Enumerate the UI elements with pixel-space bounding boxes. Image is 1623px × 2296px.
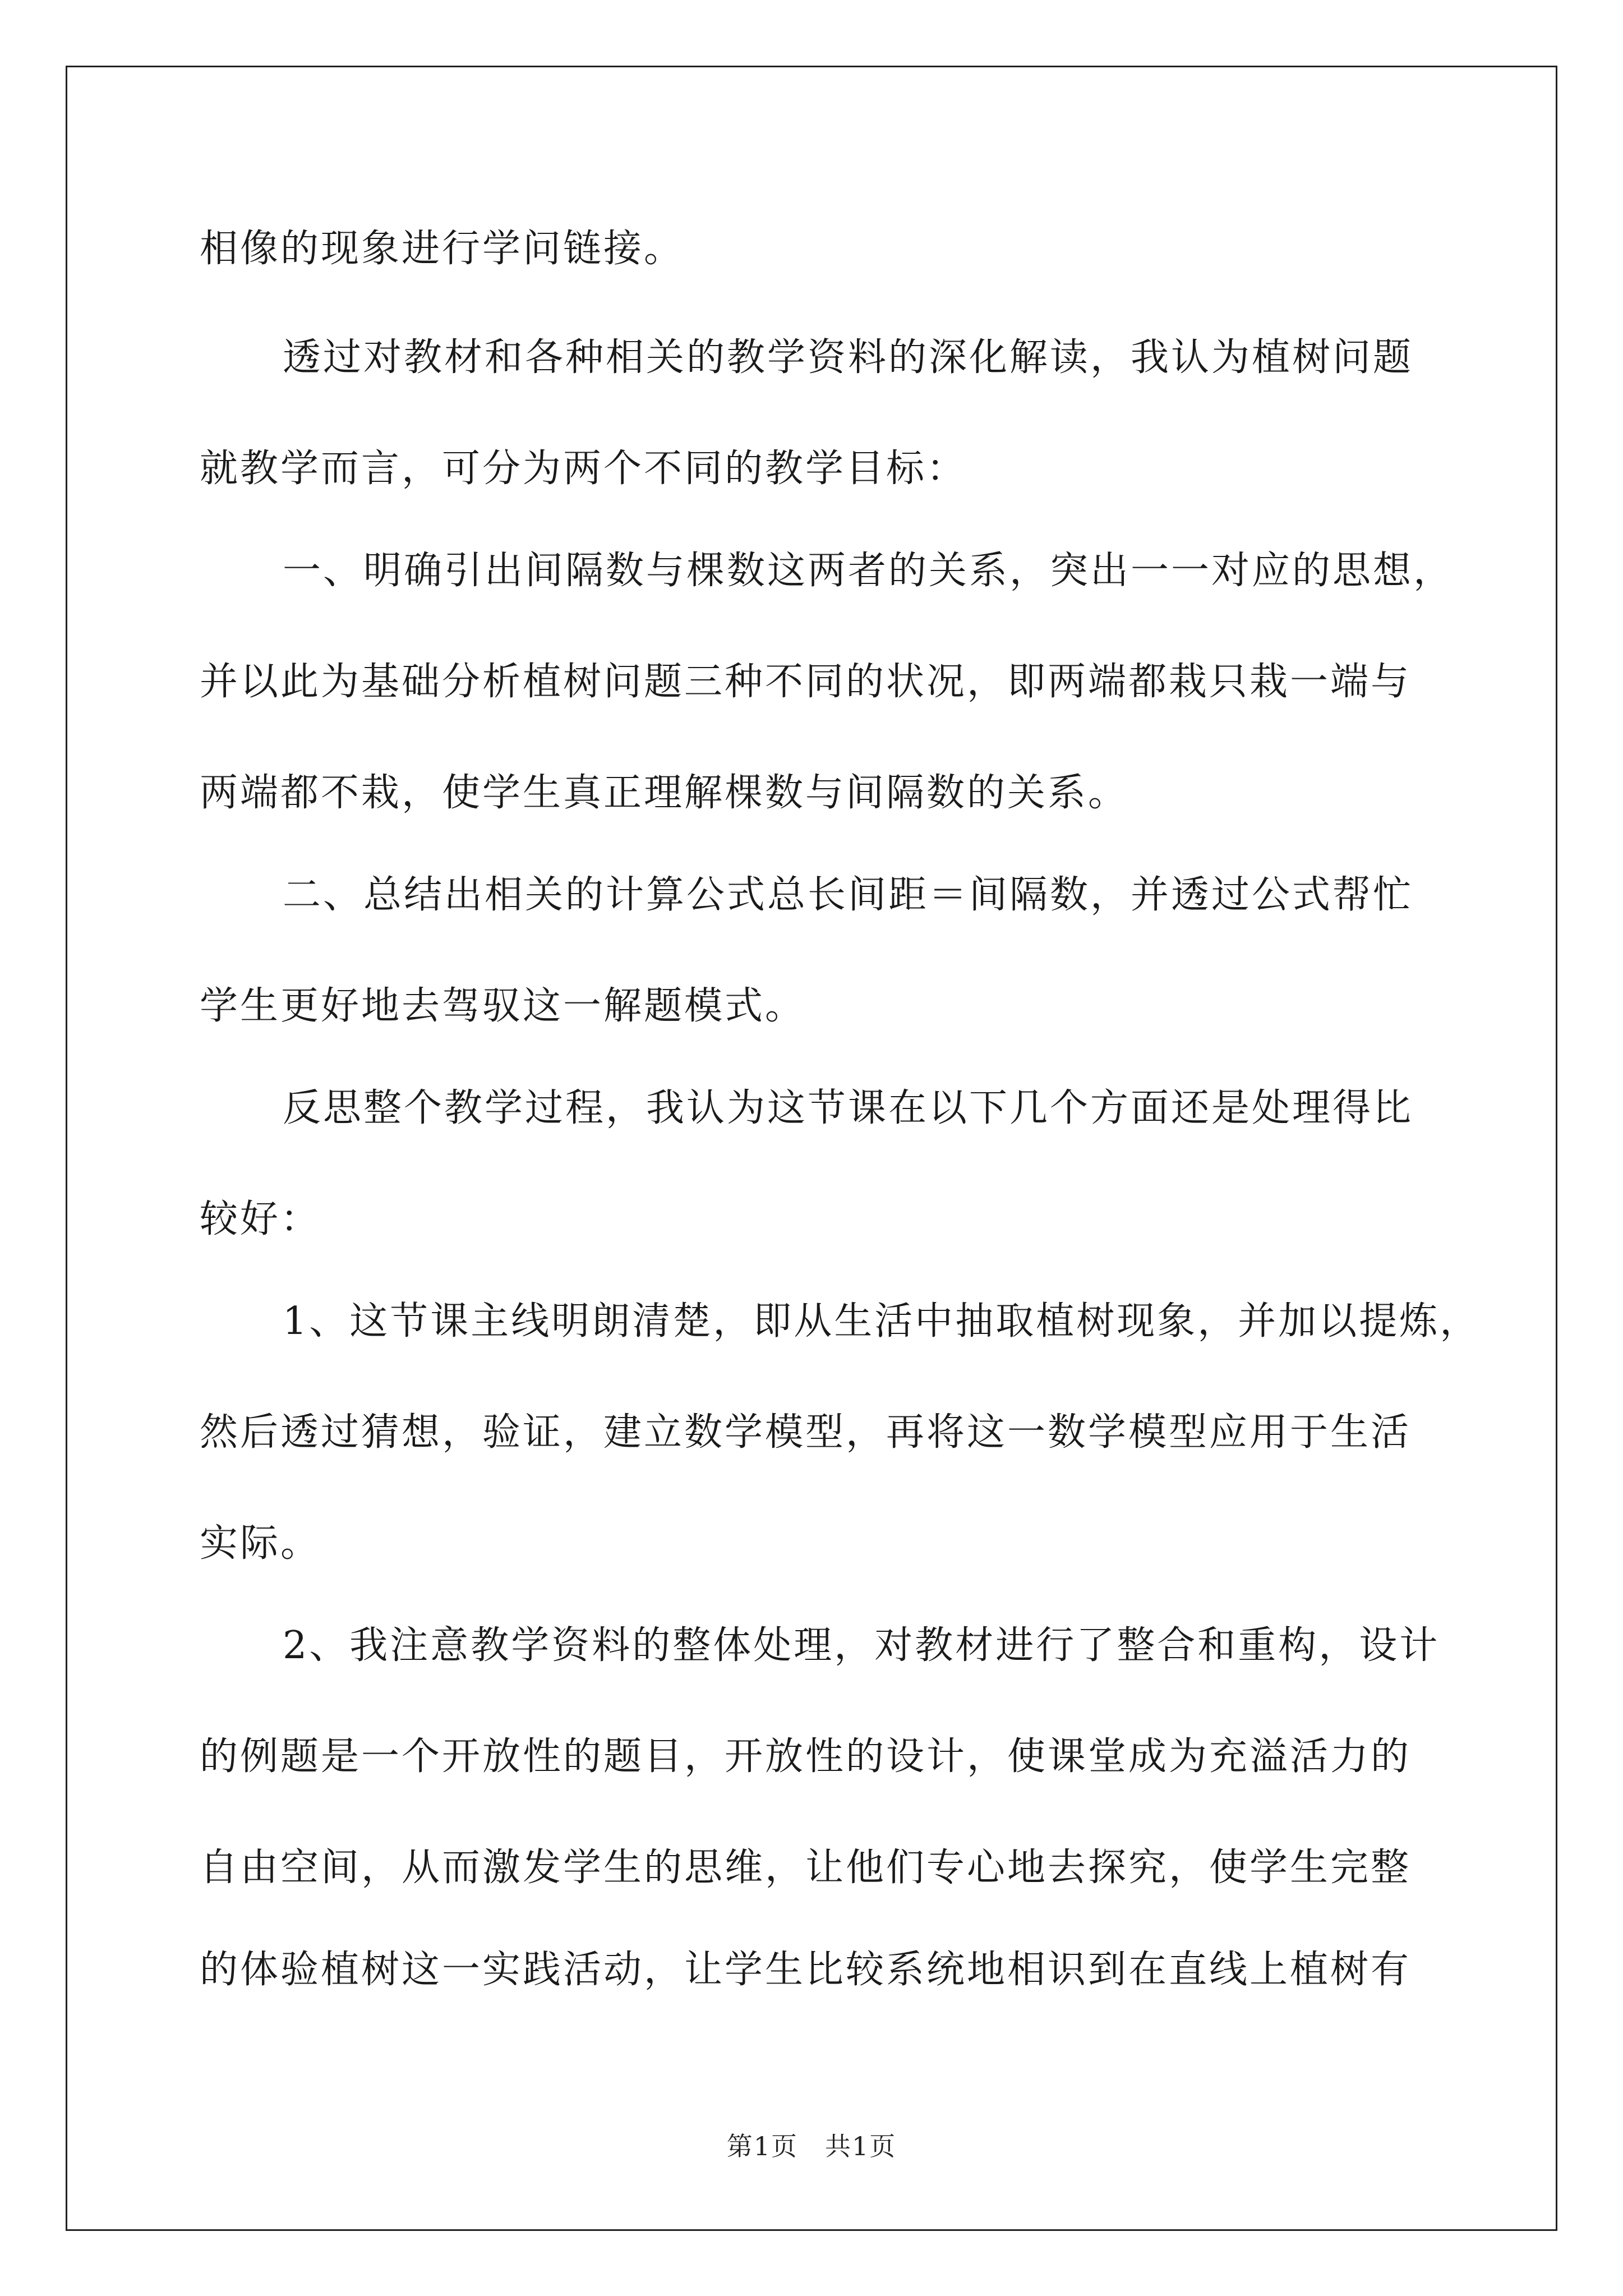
text-line: 的体验植树这一实践活动，让学生比较系统地相识到在直线上植树有: [200, 1948, 1412, 1992]
text-line: 然后透过猜想，验证，建立数学模型，再将这一数学模型应用于生活: [200, 1410, 1412, 1455]
text-line: 就教学而言，可分为两个不同的教学目标：: [200, 447, 967, 491]
text-line: 较好：: [200, 1197, 321, 1241]
page-number-footer: 第1页 共1页: [726, 2131, 897, 2161]
text-line: 学生更好地去驾驭这一解题模式。: [200, 984, 806, 1028]
text-line: 相像的现象进行学问链接。: [200, 227, 685, 271]
text-line: 两端都不栽，使学生真正理解棵数与间隔数的关系。: [200, 771, 1129, 815]
text-line: 自由空间，从而激发学生的思维，让他们专心地去探究，使学生完整: [200, 1846, 1412, 1890]
paragraph-start: 1、这节课主线明朗清楚，即从生活中抽取植树现象，并加以提炼，: [283, 1299, 1481, 1343]
paragraph-start: 2、我注意教学资料的整体处理，对教材进行了整合和重构，设计: [283, 1623, 1440, 1668]
text-line: 实际。: [200, 1521, 321, 1566]
paragraph-start: 透过对教材和各种相关的教学资料的深化解读，我认为植树问题: [283, 335, 1414, 380]
text-line: 的例题是一个开放性的题目，开放性的设计，使课堂成为充溢活力的: [200, 1734, 1412, 1779]
paragraph-start: 二、总结出相关的计算公式总长间距＝间隔数，并透过公式帮忙: [283, 873, 1414, 917]
paragraph-start: 一、明确引出间隔数与棵数这两者的关系，突出一一对应的思想，: [283, 549, 1454, 593]
text-line: 并以此为基础分析植树问题三种不同的状况，即两端都栽只栽一端与: [200, 660, 1412, 704]
paragraph-start: 反思整个教学过程，我认为这节课在以下几个方面还是处理得比: [283, 1086, 1414, 1130]
page-border: [66, 66, 1557, 2231]
